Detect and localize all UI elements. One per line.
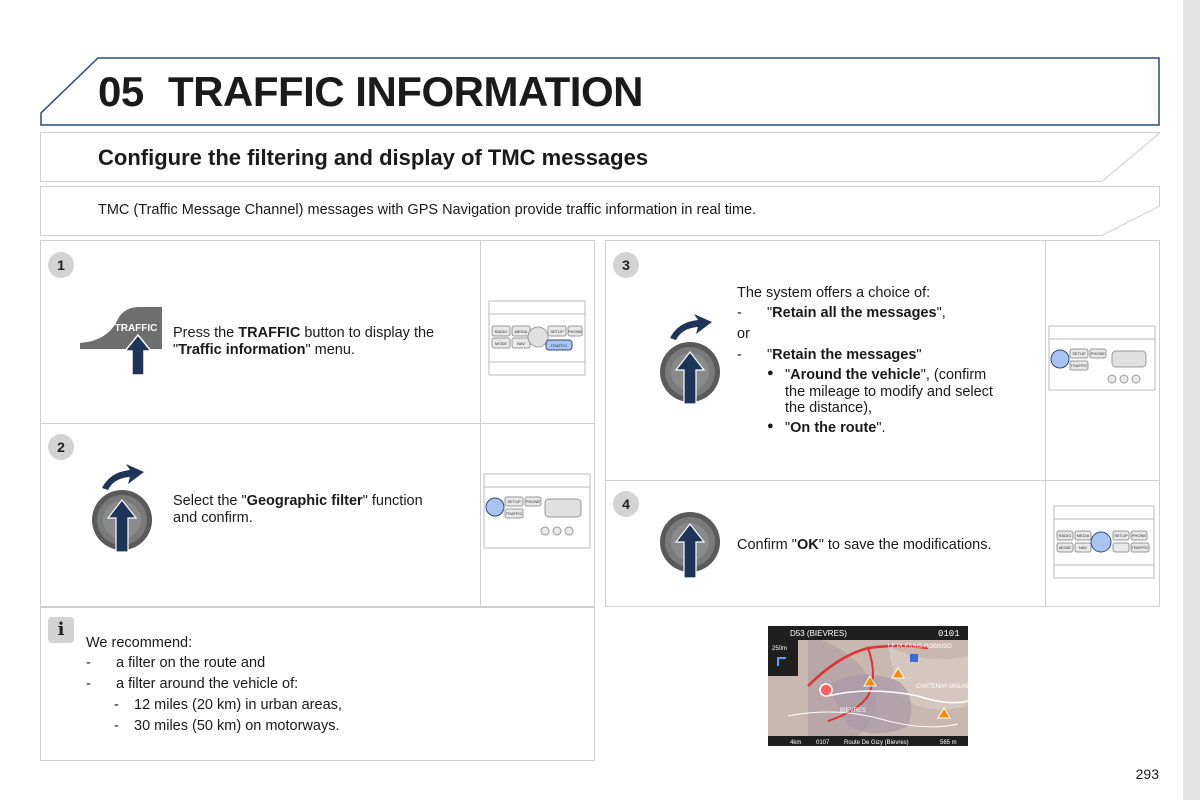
svg-text:TRAFFIC: TRAFFIC (1070, 363, 1088, 368)
tip-intro: We recommend: (86, 635, 193, 651)
map-eta: 0107 (816, 740, 830, 746)
vehicle-position-icon (820, 684, 832, 696)
step-1-text: Press the TRAFFIC button to display the "Traffic information" menu. (173, 325, 435, 358)
map-town-label: CHATENAY-MALABRY (916, 684, 978, 690)
svg-text:PHONE: PHONE (1131, 533, 1147, 538)
traffic-button-label: TRAFFIC (114, 323, 158, 334)
option-retain-messages: "Retain the messages" (767, 347, 922, 363)
step-3-options (737, 285, 1037, 445)
step-badge-3: 3 (613, 252, 639, 278)
tip-item: a filter on the route and (116, 655, 266, 671)
list-dash: - (86, 655, 91, 671)
parking-icon (910, 654, 918, 662)
chapter-title: TRAFFIC INFORMATION (168, 68, 643, 115)
rotate-knob-press-icon (658, 312, 724, 406)
step-divider (605, 480, 1160, 481)
or-text: or (737, 326, 750, 342)
section-title: Configure the filtering and display of TMC messages (98, 145, 649, 170)
page-number: 293 (1135, 766, 1159, 782)
map-town-label: LE PLESSIS-ROBINSO (888, 644, 952, 650)
step-badge-4: 4 (613, 491, 639, 517)
intro-text: TMC (Traffic Message Channel) messages with GPS Navigation provide traffic information in real time. (98, 202, 757, 218)
svg-text:SETUP: SETUP (550, 329, 564, 334)
step-4-text: Confirm "OK" to save the modifications. (737, 537, 992, 553)
svg-text:MODE: MODE (1059, 545, 1071, 550)
svg-text:SETUP: SETUP (1114, 533, 1128, 538)
svg-text:MEDIA: MEDIA (1076, 533, 1090, 538)
map-current-road: Route De Gizy (Bievres) (844, 740, 909, 746)
option-retain-all: "Retain all the messages", (767, 305, 946, 321)
step-3-intro: The system offers a choice of: (737, 285, 931, 301)
svg-text:SETUP: SETUP (507, 499, 521, 504)
bullet-icon: ● (767, 367, 774, 379)
svg-text:TRAFFIC: TRAFFIC (1131, 545, 1149, 550)
radio-panel-illustration (1048, 325, 1156, 391)
svg-text:TRAFFIC: TRAFFIC (550, 343, 568, 348)
rotate-knob-press-icon (90, 462, 156, 554)
svg-text:TRAFFIC: TRAFFIC (505, 511, 523, 516)
list-dash: - (737, 347, 742, 363)
map-scale: 250m (772, 646, 788, 652)
map-remaining: 565 m (940, 740, 957, 746)
map-clock: 0101 (938, 629, 960, 639)
svg-text:RADIO: RADIO (1058, 533, 1072, 538)
image-column-divider (480, 240, 481, 607)
navigation-map-screenshot (768, 626, 978, 746)
radio-panel-illustration (488, 300, 586, 376)
svg-text:NAV: NAV (1079, 545, 1087, 550)
map-town-label: BIEVRES (840, 708, 867, 714)
svg-text:MEDIA: MEDIA (514, 329, 528, 334)
tip-subitem: 12 miles (20 km) in urban areas, (134, 697, 342, 713)
map-distance: 4km (790, 740, 802, 746)
suboption-around-vehicle: "Around the vehicle", (confirm the mileage to modify and select the distance), (785, 367, 993, 416)
list-dash: - (86, 676, 91, 692)
step-badge-1: 1 (48, 252, 74, 278)
step-divider (40, 423, 595, 424)
list-dash: - (114, 697, 119, 713)
tip-item: a filter around the vehicle of: (116, 676, 299, 692)
page-edge-bar (1183, 0, 1200, 800)
step-2-text: Select the "Geographic filter" function and confirm. (173, 493, 423, 526)
tip-subitem: 30 miles (50 km) on motorways. (134, 718, 340, 734)
info-icon: i (48, 617, 74, 643)
svg-text:RADIO: RADIO (494, 329, 508, 334)
traffic-button-icon (78, 305, 168, 377)
tip-text (86, 635, 586, 750)
chapter-number: 05 (98, 68, 144, 115)
list-dash: - (114, 718, 119, 734)
image-column-divider (1045, 240, 1046, 607)
radio-panel-illustration (1053, 505, 1155, 579)
svg-text:SETUP: SETUP (1072, 351, 1086, 356)
svg-text:NAV: NAV (517, 341, 525, 346)
bullet-icon: ● (767, 420, 774, 432)
suboption-on-route: "On the route". (785, 420, 886, 436)
knob-press-icon (658, 510, 724, 580)
svg-text:MODE: MODE (495, 341, 507, 346)
step-badge-2: 2 (48, 434, 74, 460)
svg-text:PHONE: PHONE (525, 499, 541, 504)
map-road-name: D53 (BIEVRES) (790, 629, 847, 638)
list-dash: - (737, 305, 742, 321)
radio-panel-illustration (483, 473, 591, 549)
svg-text:PHONE: PHONE (1090, 351, 1106, 356)
svg-text:PHONE: PHONE (567, 329, 583, 334)
